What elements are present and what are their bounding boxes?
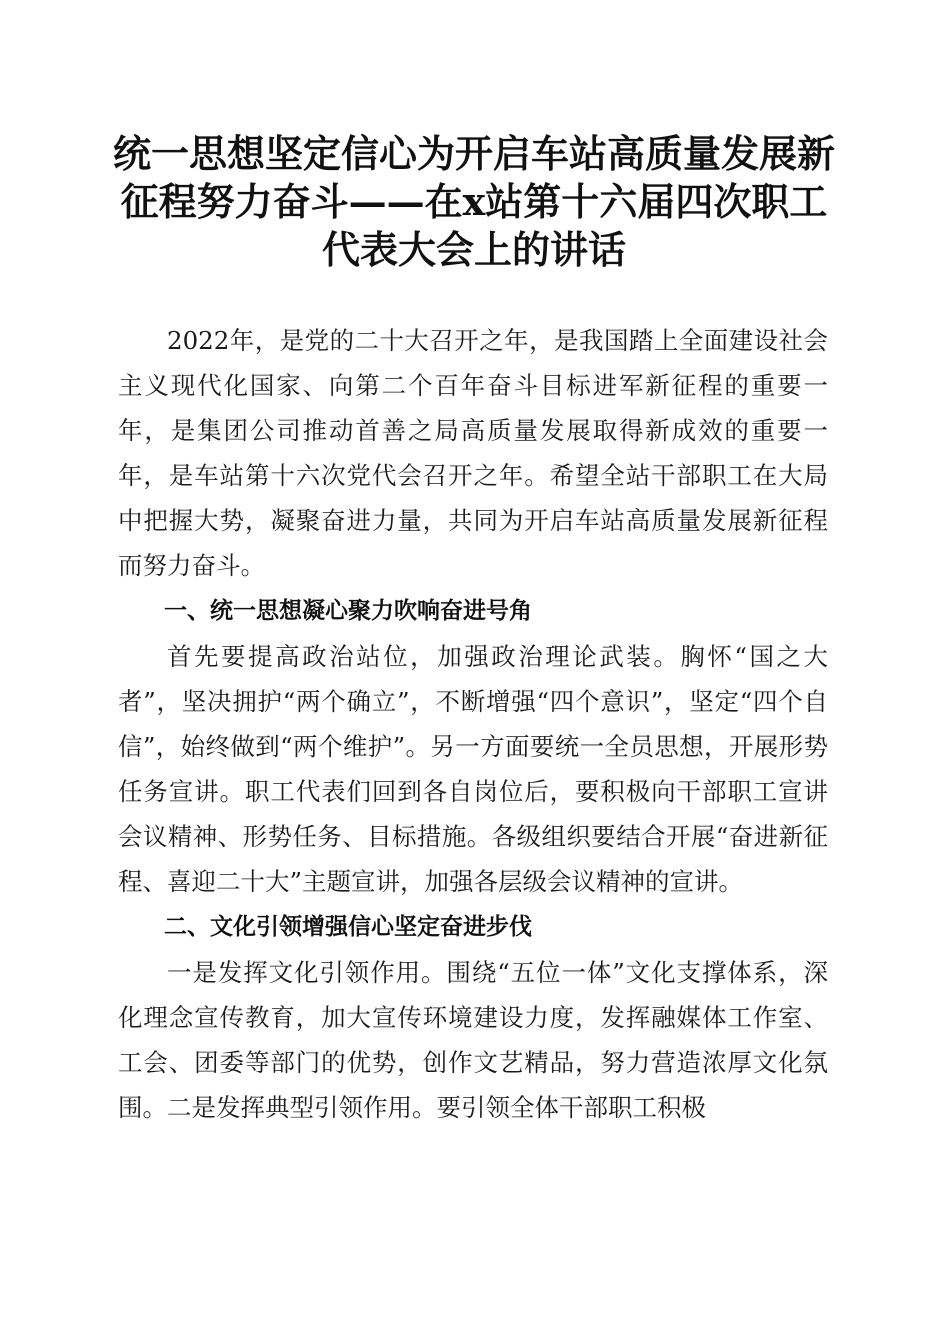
intro-paragraph: 2022年，是党的二十大召开之年，是我国踏上全面建设社会主义现代化国家、向第二个百年奋斗目标进军新征程的重要一年，是集团公司推动首善之局高质量发展取得新成效的重要一年，是车站第十六次党代会召开之年。希望全站干部职工在大局中把握大势，凝聚奋进力量，共同为开启车站高质量发展新征程而努力奋斗。	[118, 326, 828, 580]
document-title: 统一思想坚定信心为开启车站高质量发展新征程努力奋斗——在x站第十六届四次职工代表大会上的讲话	[112, 131, 835, 272]
section-2-heading: 二、文化引领增强信心坚定奋进步伐	[164, 914, 532, 940]
document-body	[118, 318, 828, 1130]
section-1-paragraph: 首先要提高政治站位，加强政治理论武装。胸怀“国之大者”，坚决拥护“两个确立”，不断增强“四个意识”，坚定“四个自信”，始终做到“两个维护”。另一方面要统一全员思想，开展形势任务宣讲。职工代表们回到各自岗位后，要积极向干部职工宣讲会议精神、形势任务、目标措施。各级组织要结合开展“奋进新征程、喜迎二十大”主题宣讲，加强各层级会议精神的宣讲。	[118, 642, 828, 896]
section-1-heading: 一、统一思想凝心聚力吹响奋进号角	[164, 598, 532, 624]
section-2-paragraph: 一是发挥文化引领作用。围绕“五位一体”文化支撑体系，深化理念宣传教育，加大宣传环境建设力度，发挥融媒体工作室、工会、团委等部门的优势，创作文艺精品，努力营造浓厚文化氛围。二是发挥典型引领作用。要引领全体干部职工积极	[118, 958, 828, 1122]
